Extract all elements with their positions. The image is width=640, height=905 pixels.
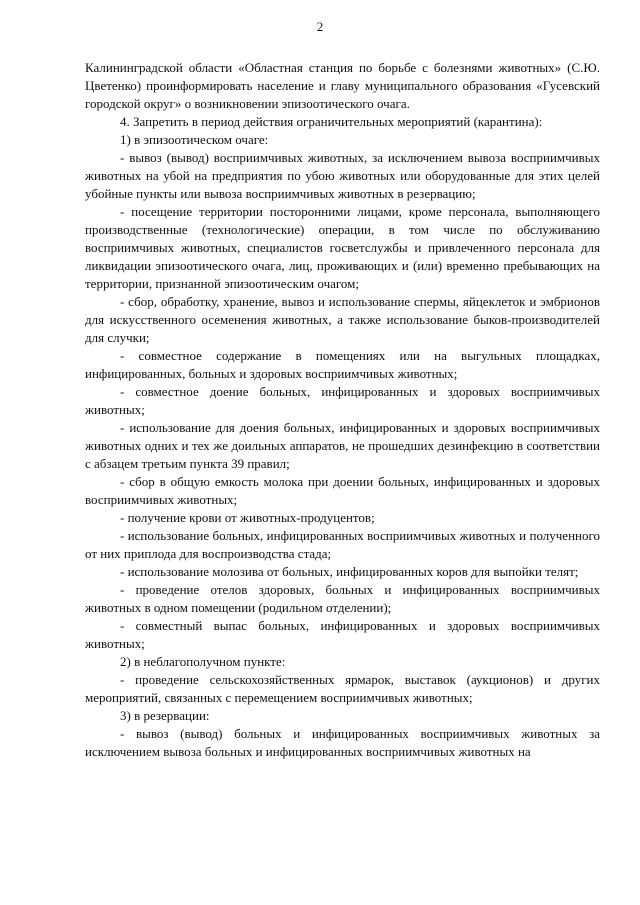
list-item: - сбор, обработку, хранение, вывоз и использование спермы, яйцеклеток и эмбрионов для искусственного осеменения животных, а также использование быков-производителей для случки;: [85, 294, 600, 345]
document-body: [85, 59, 600, 761]
list-item: - получение крови от животных-продуцентов;: [120, 510, 375, 525]
list-item: - проведение отелов здоровых, больных и инфицированных восприимчивых животных в одном помещении (родильном отделении);: [85, 582, 600, 615]
paragraph-continuation: Калининградской области «Областная станция по борьбе с болезнями животных» (С.Ю. Цветенко) проинформировать население и главу муниципального образования «Гусевский городской округ» о возникновении эпизоотического очага.: [85, 60, 600, 111]
paragraph-subitem-2: 2) в неблагополучном пункте:: [120, 654, 286, 669]
list-item: - использование для доения больных, инфицированных и здоровых восприимчивых животных одних и тех же доильных аппаратов, не прошедших дезинфекцию в соответствии с абзацем третьим пункта 39 правил;: [85, 420, 600, 471]
list-item: - проведение сельскохозяйственных ярмарок, выставок (аукционов) и других мероприятий, связанных с перемещением восприимчивых животных;: [85, 672, 600, 705]
list-item: - вывоз (вывод) больных и инфицированных восприимчивых животных за исключением вывоза больных и инфицированных восприимчивых животных на: [85, 726, 600, 759]
paragraph-subitem-3: 3) в резервации:: [120, 708, 210, 723]
list-item: - использование больных, инфицированных восприимчивых животных и полученного от них приплода для воспроизводства стада;: [85, 528, 600, 561]
list-item: - вывоз (вывод) восприимчивых животных, за исключением вывоза восприимчивых животных на убой на предприятия по убою животных или оборудованные для этих целей убойные пункты или вывоза восприимчивых животных в резервацию;: [85, 150, 600, 201]
list-item: - использование молозива от больных, инфицированных коров для выпойки телят;: [120, 564, 579, 579]
page-number: 2: [316, 19, 324, 34]
list-item: - посещение территории посторонними лицами, кроме персонала, выполняющего производственные (технологические) операции, в том числе по обслуживанию восприимчивых животных, специалистов госветслужбы и привлеченного персонала для ликвидации эпизоотического очага, лиц, проживающих и (или) временно пребывающих на территории, признанной эпизоотическим очагом;: [85, 204, 600, 291]
list-item: - совместное доение больных, инфицированных и здоровых восприимчивых животных;: [85, 384, 600, 417]
list-item: - сбор в общую емкость молока при доении больных, инфицированных и здоровых восприимчивых животных;: [85, 474, 600, 507]
list-item: - совместный выпас больных, инфицированных и здоровых восприимчивых животных;: [85, 618, 600, 651]
paragraph-item-4: 4. Запретить в период действия ограничительных мероприятий (карантина):: [120, 114, 543, 129]
list-item: - совместное содержание в помещениях или на выгульных площадках, инфицированных, больных и здоровых восприимчивых животных;: [85, 348, 600, 381]
paragraph-subitem-1: 1) в эпизоотическом очаге:: [120, 132, 269, 147]
